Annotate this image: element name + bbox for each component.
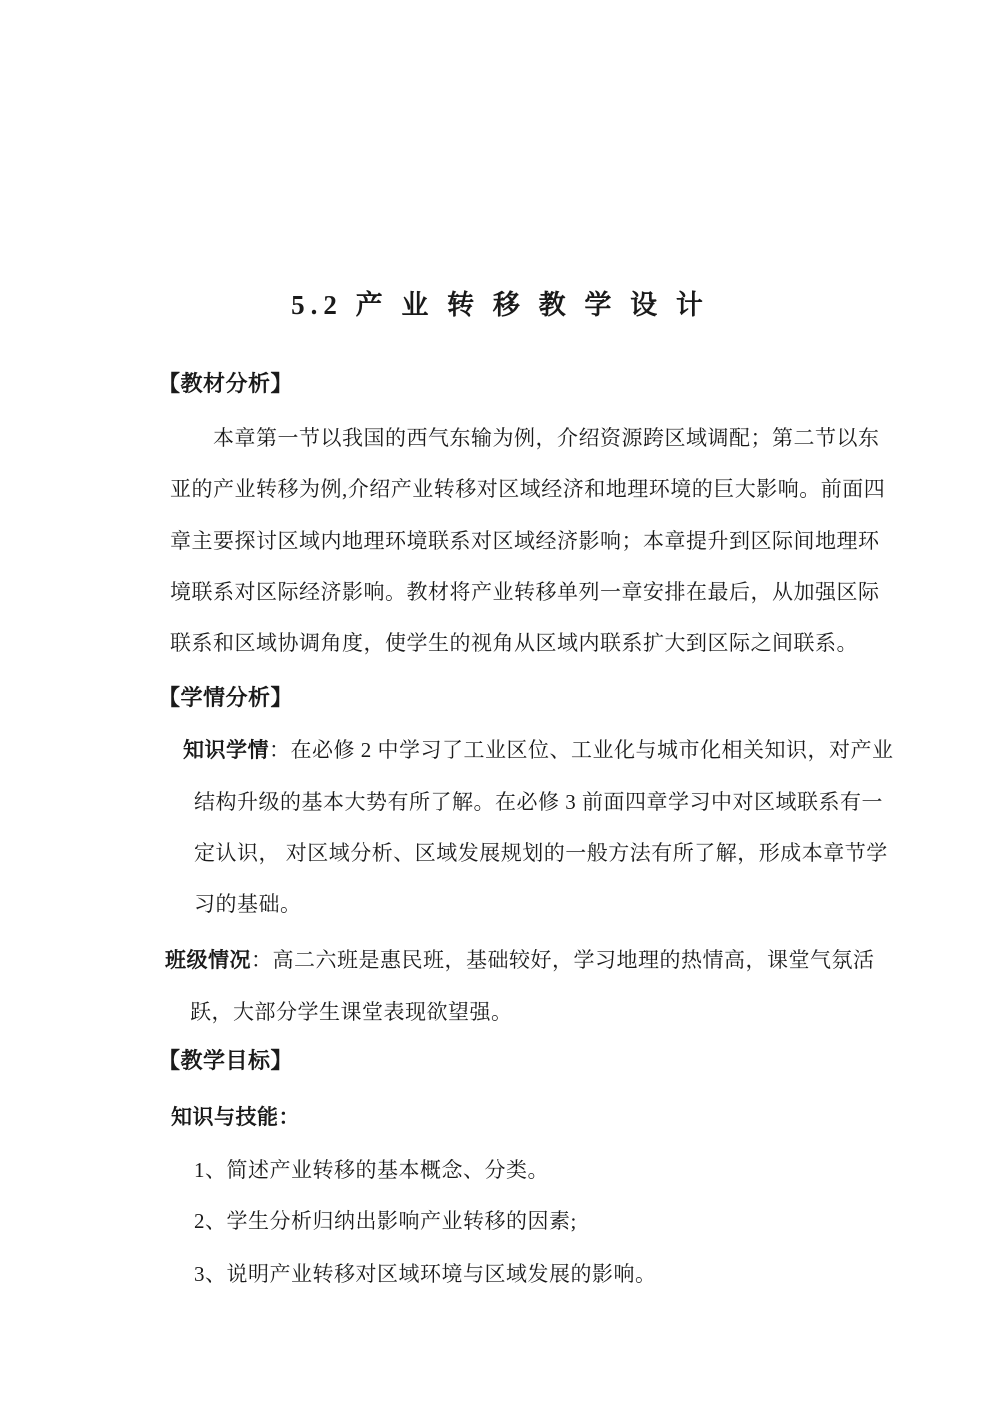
material-analysis-line: 境联系对区际经济影响。教材将产业转移单列一章安排在最后，从加强区际 — [170, 580, 880, 604]
material-analysis-line: 亚的产业转移为例,介绍产业转移对区域经济和地理环境的巨大影响。前面四 — [170, 477, 886, 501]
material-analysis-line: 章主要探讨区域内地理环境联系对区域经济影响；本章提升到区际间地理环 — [170, 529, 880, 553]
section-heading-teaching-objectives: 【教学目标】 — [158, 1048, 294, 1073]
subheading-knowledge-skills: 知识与技能： — [171, 1105, 300, 1129]
class-situation-text: ：高二六班是惠民班，基础较好，学习地理的热情高，课堂气氛活 — [251, 948, 875, 972]
document-title: 5.2 产 业 转 移 教 学 设 计 — [291, 290, 709, 320]
section-heading-material-analysis: 【教材分析】 — [158, 371, 294, 396]
class-situation-line: 跃，大部分学生课堂表现欲望强。 — [190, 1000, 513, 1024]
knowledge-situation-label: 知识学情 — [183, 738, 269, 762]
material-analysis-line: 本章第一节以我国的西气东输为例，介绍资源跨区域调配；第二节以东 — [213, 426, 880, 450]
knowledge-situation-line: 定认识， 对区域分析、区域发展规划的一般方法有所了解，形成本章节学 — [194, 841, 888, 865]
class-situation-label: 班级情况 — [165, 948, 251, 972]
knowledge-situation-text: ：在必修 2 中学习了工业区位、工业化与城市化相关知识，对产业 — [269, 738, 894, 762]
objective-item: 3、说明产业转移对区域环境与区域发展的影响。 — [194, 1262, 657, 1286]
knowledge-situation-line: 结构升级的基本大势有所了解。在必修 3 前面四章学习中对区域联系有一 — [194, 790, 883, 814]
objective-item: 2、学生分析归纳出影响产业转移的因素; — [194, 1209, 577, 1233]
objective-item: 1、简述产业转移的基本概念、分类。 — [194, 1158, 549, 1182]
class-situation-line — [165, 947, 875, 973]
knowledge-situation-line: 习的基础。 — [194, 892, 302, 916]
knowledge-situation-line — [183, 737, 894, 763]
section-heading-learner-analysis: 【学情分析】 — [158, 685, 294, 710]
material-analysis-line: 联系和区域协调角度，使学生的视角从区域内联系扩大到区际之间联系。 — [170, 631, 858, 655]
